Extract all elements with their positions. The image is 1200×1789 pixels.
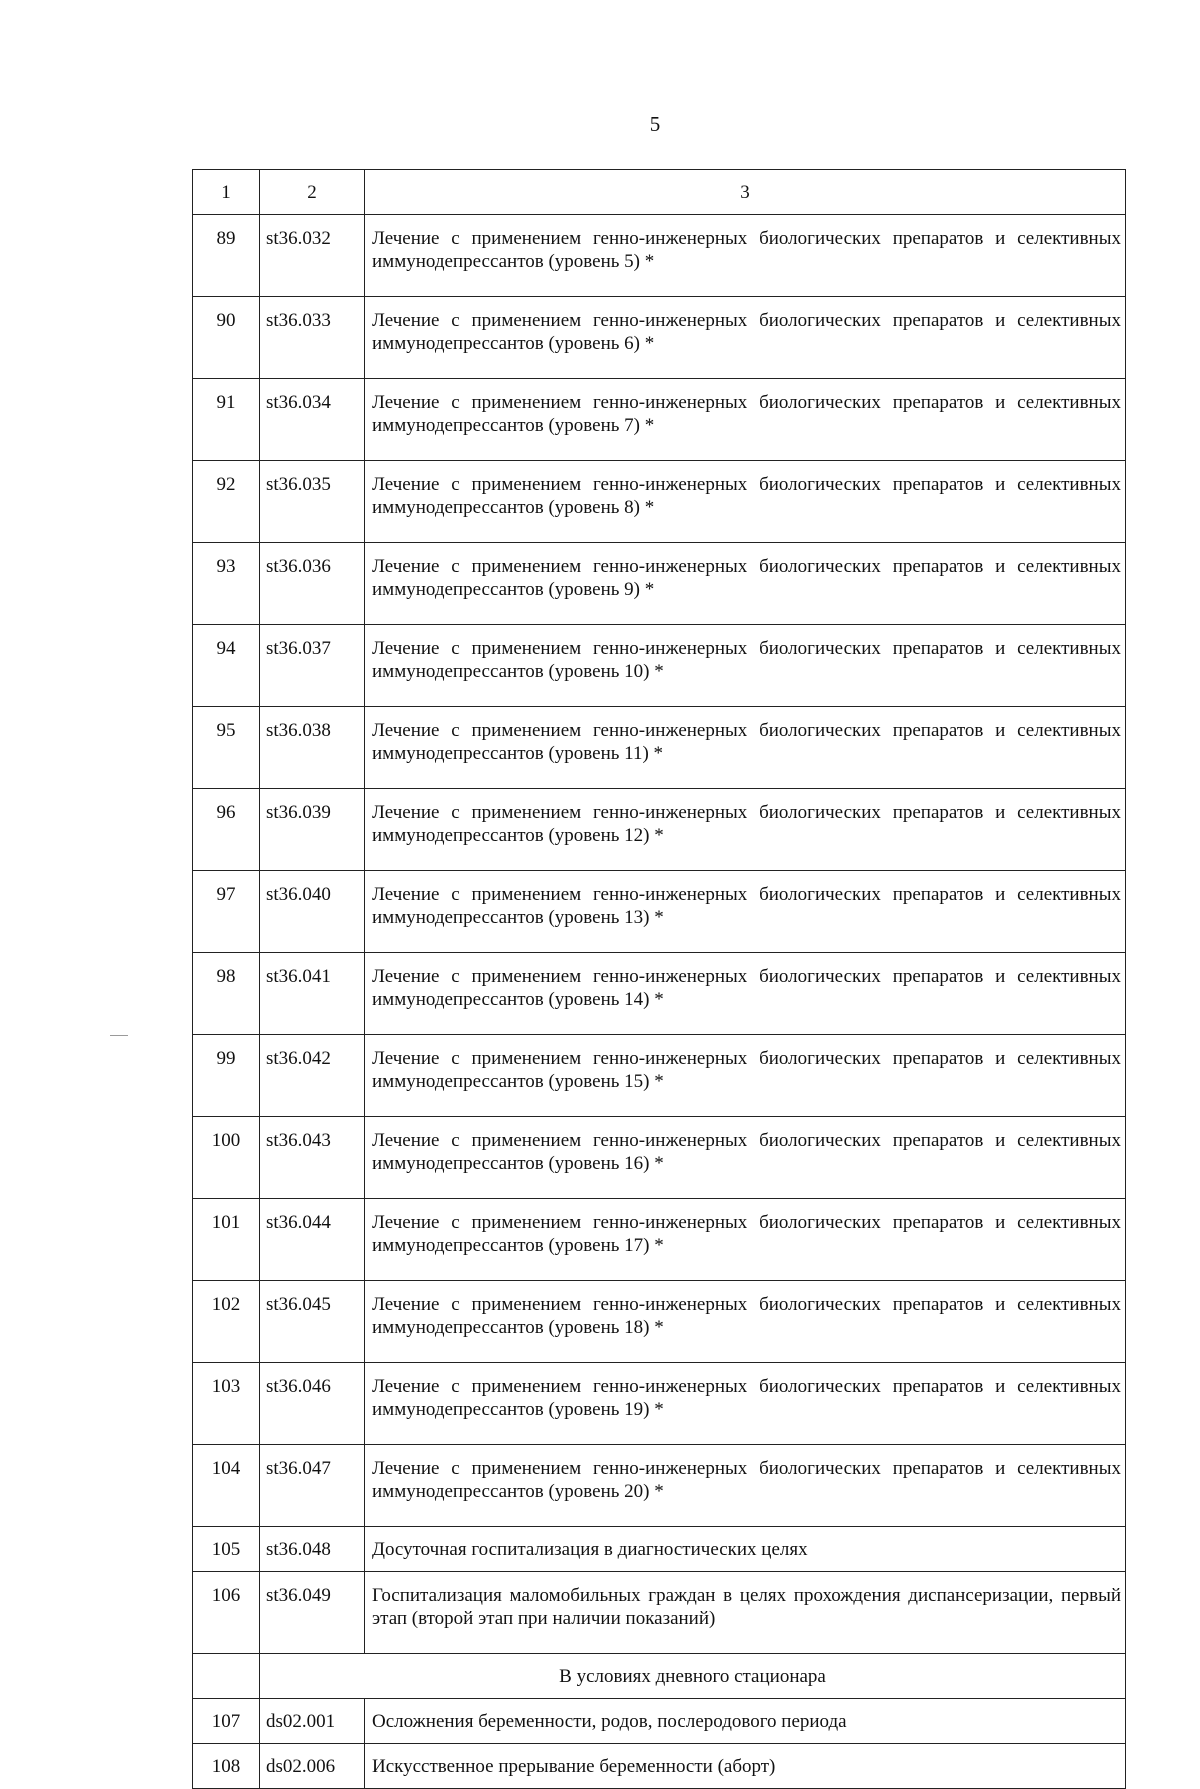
row-code: st36.042 [260,1035,365,1117]
table-row [193,215,1126,297]
row-code: st36.040 [260,871,365,953]
row-number: 97 [193,871,260,953]
table-row [193,1035,1126,1117]
row-number: 108 [193,1744,260,1789]
table-row [193,707,1126,789]
document-table [192,169,1126,1789]
row-code: st36.047 [260,1445,365,1527]
row-description: Лечение с применением генно-инженерных биологических препаратов и селективных иммунодепрессантов (уровень 14) * [365,953,1126,1035]
row-number: 98 [193,953,260,1035]
column-header-1: 1 [193,170,260,215]
row-code: st36.041 [260,953,365,1035]
row-number: 89 [193,215,260,297]
row-code: st36.034 [260,379,365,461]
table-row [193,1117,1126,1199]
column-header-2: 2 [260,170,365,215]
row-code: ds02.001 [260,1699,365,1744]
row-code: st36.035 [260,461,365,543]
row-description: Досуточная госпитализация в диагностических целях [365,1527,1126,1572]
row-number: 93 [193,543,260,625]
row-number: 91 [193,379,260,461]
row-code: st36.046 [260,1363,365,1445]
row-number: 95 [193,707,260,789]
row-description: Лечение с применением генно-инженерных биологических препаратов и селективных иммунодепрессантов (уровень 6) * [365,297,1126,379]
row-description: Лечение с применением генно-инженерных биологических препаратов и селективных иммунодепрессантов (уровень 12) * [365,789,1126,871]
row-number: 96 [193,789,260,871]
column-header-3: 3 [365,170,1126,215]
table-row [193,1572,1126,1654]
row-code: st36.032 [260,215,365,297]
table-row [193,461,1126,543]
row-description: Лечение с применением генно-инженерных биологических препаратов и селективных иммунодепрессантов (уровень 20) * [365,1445,1126,1527]
table-row [193,1445,1126,1527]
row-number: 94 [193,625,260,707]
row-number: 104 [193,1445,260,1527]
row-code: st36.033 [260,297,365,379]
section-title: В условиях дневного стационара [260,1654,1126,1699]
table-row [193,1363,1126,1445]
table-row [193,625,1126,707]
table-row [193,1199,1126,1281]
row-description: Лечение с применением генно-инженерных биологических препаратов и селективных иммунодепрессантов (уровень 17) * [365,1199,1126,1281]
table-row [193,379,1126,461]
table-row [193,789,1126,871]
row-number: 107 [193,1699,260,1744]
row-description: Осложнения беременности, родов, послеродового периода [365,1699,1126,1744]
row-number: 105 [193,1527,260,1572]
row-code: st36.045 [260,1281,365,1363]
page-number: 5 [649,112,661,136]
table-row [193,1699,1126,1744]
row-code: st36.043 [260,1117,365,1199]
table-row [193,1527,1126,1572]
row-description: Лечение с применением генно-инженерных биологических препаратов и селективных иммунодепрессантов (уровень 11) * [365,707,1126,789]
row-description: Лечение с применением генно-инженерных биологических препаратов и селективных иммунодепрессантов (уровень 15) * [365,1035,1126,1117]
row-description: Лечение с применением генно-инженерных биологических препаратов и селективных иммунодепрессантов (уровень 5) * [365,215,1126,297]
row-description: Лечение с применением генно-инженерных биологических препаратов и селективных иммунодепрессантов (уровень 16) * [365,1117,1126,1199]
row-description: Лечение с применением генно-инженерных биологических препаратов и селективных иммунодепрессантов (уровень 7) * [365,379,1126,461]
row-number: 90 [193,297,260,379]
table-row [193,543,1126,625]
row-number: 101 [193,1199,260,1281]
table-row [193,1281,1126,1363]
row-number: 102 [193,1281,260,1363]
row-code: st36.037 [260,625,365,707]
row-number: 103 [193,1363,260,1445]
table-row [193,871,1126,953]
row-code: st36.038 [260,707,365,789]
table-header-row [193,170,1126,215]
row-description: Лечение с применением генно-инженерных биологических препаратов и селективных иммунодепрессантов (уровень 10) * [365,625,1126,707]
row-description: Лечение с применением генно-инженерных биологических препаратов и селективных иммунодепрессантов (уровень 18) * [365,1281,1126,1363]
table-row [193,1744,1126,1789]
row-description: Лечение с применением генно-инженерных биологических препаратов и селективных иммунодепрессантов (уровень 19) * [365,1363,1126,1445]
section-empty-cell [193,1654,260,1699]
row-code: st36.036 [260,543,365,625]
row-description: Лечение с применением генно-инженерных биологических препаратов и селективных иммунодепрессантов (уровень 9) * [365,543,1126,625]
table-row [193,953,1126,1035]
row-description: Госпитализация маломобильных граждан в целях прохождения диспансеризации, первый этап (второй этап при наличии показаний) [365,1572,1126,1654]
row-code: ds02.006 [260,1744,365,1789]
scan-mark [110,1035,128,1036]
row-code: st36.044 [260,1199,365,1281]
row-description: Искусственное прерывание беременности (аборт) [365,1744,1126,1789]
table-body [193,170,1126,1789]
row-description: Лечение с применением генно-инженерных биологических препаратов и селективных иммунодепрессантов (уровень 8) * [365,461,1126,543]
row-number: 106 [193,1572,260,1654]
table-row [193,297,1126,379]
row-number: 92 [193,461,260,543]
row-code: st36.049 [260,1572,365,1654]
section-row [193,1654,1126,1699]
row-description: Лечение с применением генно-инженерных биологических препаратов и селективных иммунодепрессантов (уровень 13) * [365,871,1126,953]
row-code: st36.039 [260,789,365,871]
row-code: st36.048 [260,1527,365,1572]
row-number: 100 [193,1117,260,1199]
row-number: 99 [193,1035,260,1117]
